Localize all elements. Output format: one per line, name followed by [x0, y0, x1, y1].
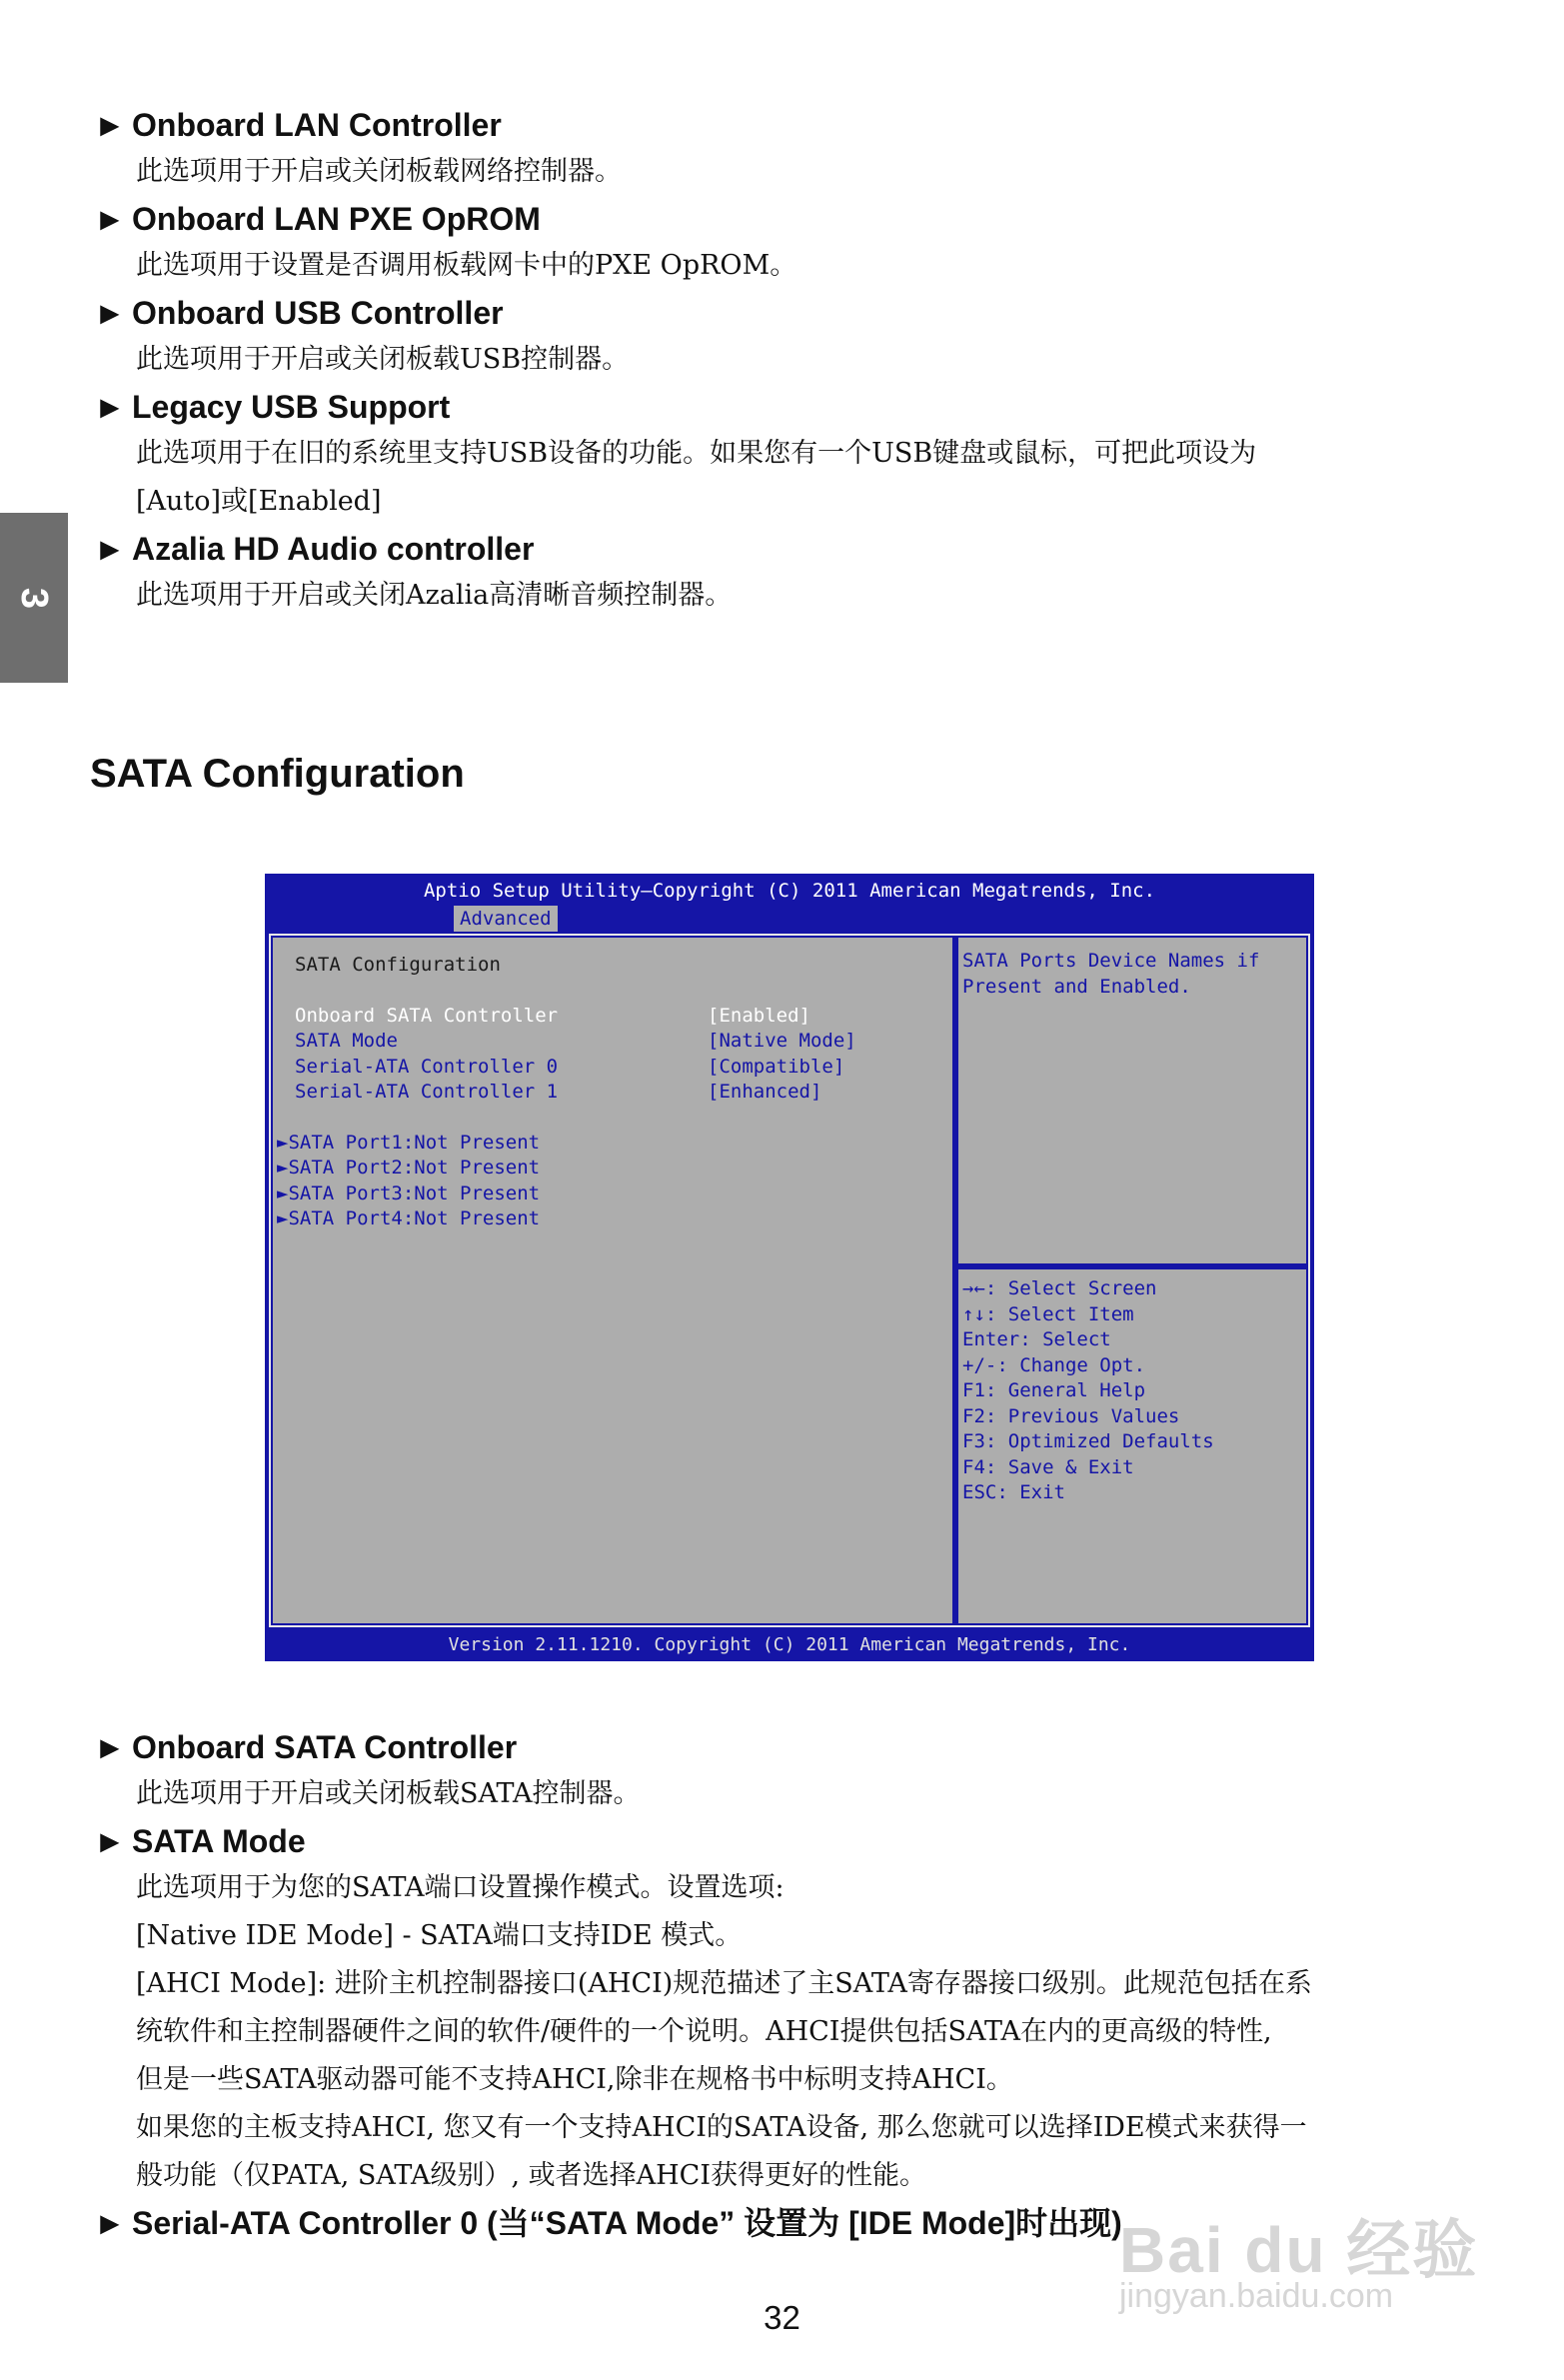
- top-items: [94, 102, 1473, 620]
- setting-label[interactable]: Serial-ATA Controller 1: [295, 1081, 559, 1103]
- setting-label[interactable]: Onboard SATA Controller: [295, 1005, 559, 1027]
- bios-title: Aptio Setup Utility–Copyright (C) 2011 American Megatrends, Inc.: [423, 880, 1156, 902]
- item-lan-pxe: [94, 196, 1473, 290]
- key-hint: Enter: Select: [962, 1328, 1111, 1350]
- help-line: Present and Enabled.: [962, 976, 1191, 998]
- bios-header: [265, 874, 1314, 934]
- arrow-icon: ►: [94, 389, 126, 425]
- setting-value[interactable]: [Compatible]: [708, 1056, 845, 1078]
- chapter-number: 3: [13, 587, 56, 609]
- key-hint: F4: Save & Exit: [962, 1456, 1134, 1478]
- key-hint: F2: Previous Values: [962, 1405, 1180, 1427]
- key-hint: F1: General Help: [962, 1379, 1146, 1401]
- item-desc: 此选项用于在旧的系统里支持USB设备的功能。如果您有一个USB键盘或鼠标，可把此项设为: [136, 438, 1257, 469]
- tab-advanced[interactable]: Advanced: [454, 906, 558, 932]
- bios-screenshot: [265, 874, 1314, 1661]
- key-hint: +/-: Change Opt.: [962, 1354, 1146, 1376]
- watermark-logo: Bai du 经验: [1119, 2214, 1479, 2286]
- item-title: Onboard LAN PXE OpROM: [132, 201, 541, 237]
- item-onboard-lan: [94, 102, 1473, 196]
- item-azalia: [94, 526, 1473, 620]
- item-title: Azalia HD Audio controller: [132, 531, 535, 567]
- submenu-arrow-icon: ►: [277, 1157, 289, 1179]
- key-hint: ↑↓: Select Item: [962, 1303, 1134, 1325]
- arrow-icon: ►: [94, 2205, 126, 2241]
- item-title: SATA Mode: [132, 1823, 306, 1859]
- submenu-arrow-icon: ►: [277, 1183, 289, 1204]
- item-desc: [AHCI Mode]: 进阶主机控制器接口(AHCI)规范描述了主SATA寄存器接口级别。此规范包括在系: [136, 1968, 1312, 1999]
- arrow-icon: ►: [94, 1729, 126, 1765]
- arrow-icon: ►: [94, 201, 126, 237]
- item-desc: [Auto]或[Enabled]: [136, 486, 382, 517]
- bottom-items: [94, 1724, 1473, 2246]
- key-hint: ESC: Exit: [962, 1481, 1065, 1503]
- item-title: Onboard USB Controller: [132, 295, 504, 331]
- arrow-icon: ►: [94, 107, 126, 143]
- item-sata-mode: [94, 1818, 1473, 2200]
- item-legacy-usb: [94, 384, 1473, 526]
- panel-title: SATA Configuration: [295, 954, 501, 976]
- item-title: Onboard LAN Controller: [132, 107, 502, 143]
- bios-keys-panel: [956, 1267, 1308, 1625]
- bios-main-panel: [271, 936, 954, 1625]
- port-item[interactable]: ►SATA Port2:Not Present: [277, 1157, 541, 1179]
- item-desc: [Native IDE Mode] - SATA端口支持IDE 模式。: [136, 1920, 743, 1951]
- help-line: SATA Ports Device Names if: [962, 950, 1260, 972]
- arrow-icon: ►: [94, 1823, 126, 1859]
- submenu-arrow-icon: ►: [277, 1132, 289, 1154]
- item-desc: 此选项用于开启或关闭板载SATA控制器。: [136, 1778, 641, 1809]
- item-title: Legacy USB Support: [132, 389, 451, 425]
- setting-value[interactable]: [Native Mode]: [708, 1030, 856, 1052]
- page-number: 32: [764, 2299, 800, 2336]
- arrow-icon: ►: [94, 531, 126, 567]
- section-title: SATA Configuration: [90, 752, 465, 796]
- bios-footer: Version 2.11.1210. Copyright (C) 2011 American Megatrends, Inc.: [448, 1634, 1131, 1655]
- item-desc: 但是一些SATA驱动器可能不支持AHCI,除非在规格书中标明支持AHCI。: [136, 2064, 1013, 2095]
- key-hint: F3: Optimized Defaults: [962, 1430, 1214, 1452]
- item-desc: 此选项用于设置是否调用板载网卡中的PXE OpROM。: [136, 250, 797, 281]
- item-onboard-sata: [94, 1724, 1473, 1818]
- item-desc: 如果您的主板支持AHCI, 您又有一个支持AHCI的SATA设备, 那么您就可以选择IDE模式来获得一: [136, 2112, 1307, 2143]
- key-hint: →←: Select Screen: [962, 1277, 1157, 1299]
- chapter-tab: [0, 513, 68, 683]
- item-desc: 此选项用于开启或关闭Azalia高清晰音频控制器。: [136, 580, 733, 611]
- item-desc: 般功能（仅PATA, SATA级别）, 或者选择AHCI获得更好的性能。: [136, 2160, 926, 2191]
- port-item[interactable]: ►SATA Port1:Not Present: [277, 1132, 541, 1154]
- setting-value[interactable]: [Enabled]: [708, 1005, 810, 1027]
- item-onboard-usb: [94, 290, 1473, 384]
- port-item[interactable]: ►SATA Port4:Not Present: [277, 1207, 541, 1229]
- item-desc: 此选项用于为您的SATA端口设置操作模式。设置选项:: [136, 1872, 784, 1903]
- item-title: Onboard SATA Controller: [132, 1729, 518, 1765]
- item-title: Serial-ATA Controller 0 (当“SATA Mode” 设置为 [IDE Mode]时出现): [132, 2205, 1122, 2241]
- setting-label[interactable]: SATA Mode: [295, 1030, 398, 1052]
- setting-label[interactable]: Serial-ATA Controller 0: [295, 1056, 559, 1078]
- bios-help-panel: [956, 936, 1308, 1265]
- item-desc: 此选项用于开启或关闭板载网络控制器。: [136, 156, 622, 187]
- submenu-arrow-icon: ►: [277, 1207, 289, 1229]
- item-desc: 此选项用于开启或关闭板载USB控制器。: [136, 344, 630, 375]
- item-desc: 统软件和主控制器硬件之间的软件/硬件的一个说明。AHCI提供包括SATA在内的更高级的特性,: [136, 2016, 1272, 2047]
- arrow-icon: ►: [94, 295, 126, 331]
- port-item[interactable]: ►SATA Port3:Not Present: [277, 1183, 541, 1204]
- setting-value[interactable]: [Enhanced]: [708, 1081, 822, 1103]
- watermark-url: jingyan.baidu.com: [1119, 2277, 1394, 2315]
